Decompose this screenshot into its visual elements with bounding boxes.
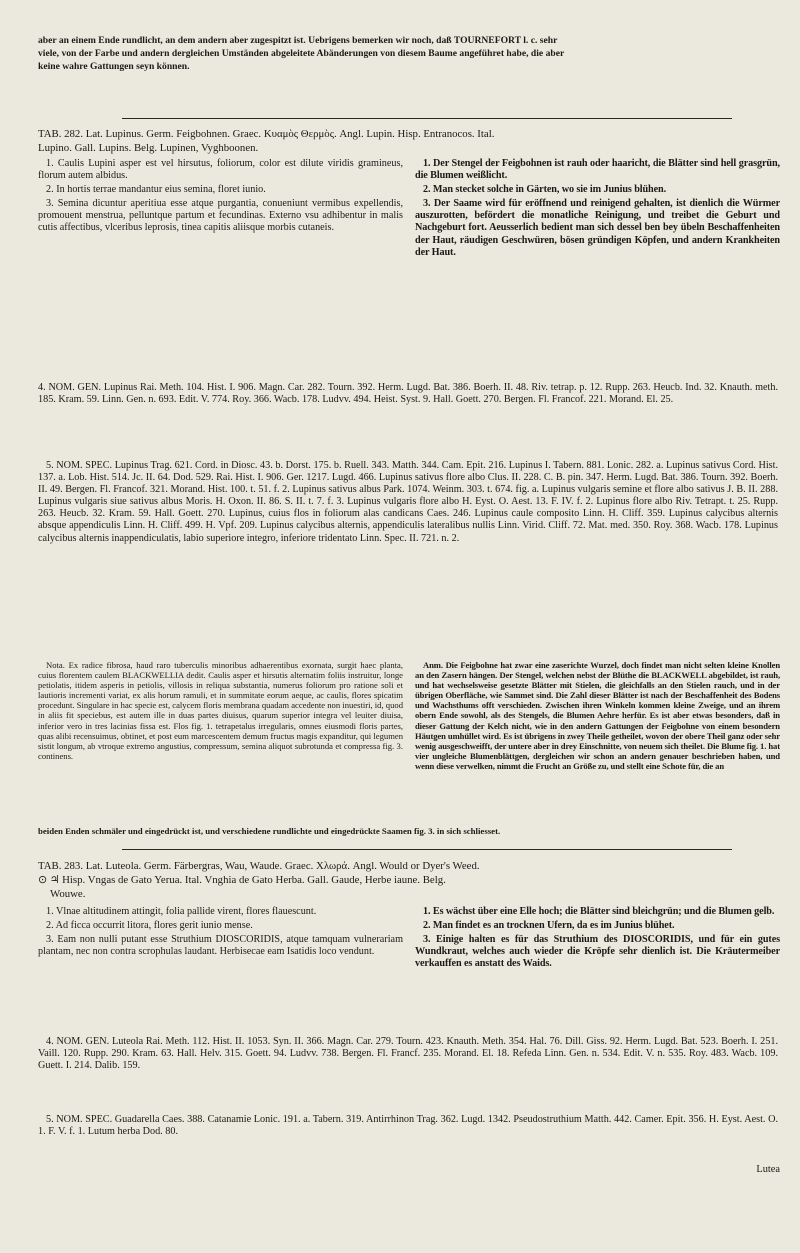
tab283-german-column xyxy=(415,906,780,1032)
tab282-latin-2: 2. In hortis terrae mandantur eius semina, floret iunio. xyxy=(46,184,266,196)
section-divider-2 xyxy=(122,849,732,850)
tab282-nom-gen: 4. NOM. GEN. Lupinus Rai. Meth. 104. Hist. I. 906. Magn. Car. 282. Tourn. 392. Herm. Lugd. Bat. 386. Boerh. II. 48. Riv. tetrap. p. 12. Rupp. 263. Heucb. Ind. 32. Knauth. meth. 185. Kram. 59. Linn. Gen. n. 693. Edit. V. 774. Roy. 366. Wacb. 178. Ludvv. 494. Heist. Syst. 9. Hall. Goett. 270. Bergen. Fl. Francof. 221. Morand. El. 25. xyxy=(38,382,778,406)
tab283-german-2: 2. Man findet es an trocknen Ufern, da es im Junius blühet. xyxy=(423,920,675,932)
tab282-nota-end: beiden Enden schmäler und eingedrückt ist, und verschiedene rundlichte und eingedrückte Saamen fig. 3. in sich schliesset. xyxy=(38,826,501,836)
tab282-latin-1: 1. Caulis Lupini asper est vel hirsutus, foliorum, color est dilute viridis gramineus, florum autem albidus. xyxy=(38,158,403,182)
intro-line-3: keine wahre Gattungen seyn können. xyxy=(38,61,190,72)
tab283-nom-spec: 5. NOM. SPEC. Guadarella Caes. 388. Catanamie Lonic. 191. a. Tabern. 319. Antirrhinon Trag. 362. Lugd. 1342. Pseudostruthium Matth. 442. Camer. Epit. 356. H. Eyst. Aest. O. 1. F. V. f. 1. Lutum herba Dod. 80. xyxy=(38,1114,778,1138)
tab282-german-column xyxy=(415,158,780,368)
intro-line-2: viele, von der Farbe und andern dergleichen Umständen abgeleitete Abänderungen von diesem Baume angeführet habe, die aber xyxy=(38,48,565,59)
tab283-german-1: 1. Es wächst über eine Elle hoch; die Blätter sind bleichgrün; und die Blumen gelb. xyxy=(423,906,775,917)
tab283-latin-2: 2. Ad ficca occurrit litora, flores gerit iunio mense. xyxy=(46,920,253,932)
tab283-latin-1: 1. Vlnae altitudinem attingit, folia pallide virent, flores flauescunt. xyxy=(46,906,317,917)
tab282-nom-spec: 5. NOM. SPEC. Lupinus Trag. 621. Cord. in Diosc. 43. b. Dorst. 175. b. Ruell. 343. Matth. 344. Cam. Epit. 216. Lupinus I. Tabern. 881. Lonic. 282. a. Lupinus sativus Cord. Hist. 137. a. Lob. Hist. 514. Jc. II. 64. Dod. 529. Rai. Hist. I. 906. Ger. 1217. Lugd. 466. Lupinus sativus flore albo Clus. II. 228. C. B. pin. 347. Herm. Lugd. Bat. 386. Tourn. 392. Boerh. II. 49. Bergen. Fl. Francof. 321. Morand. Hist. 100. t. 51. f. 2. Lupinus sativus albus Park. 1074. Weinm. 303. t. 674. fig. a. Lupinus vulgaris semine et flore albo sativus J. B. II. 288. Lupinus vulgaris siue sativus albus Moris. H. Oxon. II. 86. S. II. t. 7. f. 3. Lupinus vulgaris flore albo H. Eyst. O. Aest. 13. F. IV. f. 2. Lupinus flore albo Riv. Tetrapt. t. 25. Rupp. 263. Heucb. 32. Kram. 59. Hall. Goett. 270. Lupinus, cuius flos in foliorum alas candicans Caes. 246. Lupinus caule composito Linn. H. Cliff. 359. Lupinus calycibus alternis absque appendiculis Linn. H. Cliff. 499. H. Vpf. 209. Lupinus calycibus alternis, appendiculis lateralibus nullis Linn. Virid. Cliff. 72. Mat. med. 350. Roy. 368. Wacb. 178. Lupinus calycibus alternis inappendiculatis, labio superiore integro, inferiore tridentato Linn. Spec. II. 721. n. 2. xyxy=(38,460,778,544)
intro-line-1: aber an einem Ende rundlicht, an dem andern aber zugespitzt ist. Uebrigens bemerken wir noch, daß TOURNEFORT l. c. sehr xyxy=(38,35,558,46)
tab282-german-2: 2. Man stecket solche in Gärten, wo sie im Junius blühen. xyxy=(423,184,667,196)
tab283-latin-3: 3. Eam non nulli putant esse Struthium DIOSCORIDIS, atque tamquam vulnerariam plantam, nec non contra scrophulas laudant. Herbisecae eam Isatidis loco vendunt. xyxy=(38,934,403,958)
tab282-heading-line-2: Lupino. Gall. Lupins. Belg. Lupinen, Vyghboonen. xyxy=(38,142,259,154)
tab282-german-1: 1. Der Stengel der Feigbohnen ist rauh oder haaricht, die Blätter sind hell grasgrün, die Blumen weißlicht. xyxy=(415,158,780,182)
tab283-nom-gen: 4. NOM. GEN. Luteola Rai. Meth. 112. Hist. II. 1053. Syn. II. 366. Magn. Car. 279. Tourn. 423. Knauth. Meth. 354. Hal. 76. Dill. Giss. 92. Herm. Lugd. Bat. 523. Boerh. I. 251. Vaill. 120. Rupp. 290. Kram. 63. Hall. Helv. 315. Goett. 94. Ludvv. 738. Bergen. Fl. Francf. 235. Morand. El. 18. Refeda Linn. Gen. n. 534. Edit. V. n. 535. Roy. 483. Wacb. 109. Guett. I. 214. Dalib. 159. xyxy=(38,1036,778,1072)
catchword: Lutea xyxy=(756,1164,780,1175)
tab283-heading-line-1: TAB. 283. Lat. Luteola. Germ. Färbergras, Wau, Waude. Graec. Χλωρά. Angl. Would or Dyer's Weed. xyxy=(38,860,480,872)
tab282-nota-latin: Nota. Ex radice fibrosa, haud raro tuberculis minoribus adhaerentibus exornata, surgit haec planta, cuius florentem caulem BLACKWELLIA dedit. Caulis asper et hirsutis alternatim foliis instruitur, longe petiolatis, itidem asperis in petiolis, villosis in reliqua substantia, numerus foliorum pro ratione soli et lautioris incrementi variat, ex alis horum ramuli, et in summitate eorum aeque, ac caulis, flores spicatim procedunt. Singulare in hac specie est, calycem floris membrana quadam accedente non inuestiri, id, quod in aliis fit speciebus, est autem ille in duas partes diuisus, quarum superior integra vel leuiter diuisa, inferior vero in tres lacinias fissa est. Flos fig. 1. tetrapetalus irregularis, omnes eiusmodi floris partes, quas alibi recensuimus, obtinet, et post eum marcescentem demum fructus magis expanditur, qui legumen sistit longum, ab vtroque extremo angustius, compressum, semina aliquot subrotunda et compressa fig. 3. continens. xyxy=(38,660,403,761)
tab283-heading-line-3: Wouwe. xyxy=(50,888,86,900)
tab283-german-3: 3. Einige halten es für das Struthium des DIOSCORIDIS, und für ein gutes Wundkraut, welches auch wieder die Kröpfe sehr dienlich ist. Die Kräutermeiber verkauffen es anstatt des Waids. xyxy=(415,934,780,970)
tab282-latin-3: 3. Semina dicuntur aperitiua esse atque purgantia, conueniunt vermibus expellendis, promouent menstrua, pelluntque partum et fecundinas. Externo vsu adhibentur in malis cutis affectibus, vlceribus leprosis, tinea capitis aliisque morbis cutaneis. xyxy=(38,198,403,234)
tab283-latin-column xyxy=(38,906,403,1032)
section-divider-1 xyxy=(122,118,732,119)
tab282-german-3: 3. Der Saame wird für eröffnend und reinigend gehalten, ist dienlich die Würmer auszurotten, befördert die monatliche Reinigung, und treibet die Geburt und Nachgeburt fort. Aeusserlich bedient man sich dessel ben bey übeln Beschaffenheiten der Haut, räudigen Geschwüren, bösen gründigen Köpfen, und andern Krankheiten der Haut. xyxy=(415,198,780,258)
tab282-latin-column xyxy=(38,158,403,368)
tab282-nota-german: Anm. Die Feigbohne hat zwar eine zaserichte Wurzel, doch findet man nicht selten kleine Knollen an den Zasern hängen. Der Stengel, welchen nebst der Blüthe die BLACKWELL abgebildet, ist rauh, und hat wechselsweise gesetzte Blätter mit Stielen, die gleichfalls an den Stielen rauch, und in der übrigen Oberfläche, wie Sammet sind. Die Zahl dieser Blätter ist nach der Beschaffenheit des Bodens und Wachsthums offt verschieden. Zwischen ihren Winkeln kommen kleine Zweige, und an ihrem obern Ende sowohl, als des Stengels, die Blumen Aehre herfür. Es ist aber etwas besonders, daß in dieser Gattung der Kelch nicht, wie in den andern Gattungen der Feigbohne von einem besondern Häutgen umhüllet wird. Es ist übrigens in zwey Theile getheilet, wovon der obere Theil ganz oder sehr wenig ausgeschweifft, der untere aber in drey Einschnitte, von neuem sich theilet. Die Blume fig. 1. hat vier ungleiche Blumenblättgen, dergleichen wir schon an andern genauer beschrieben haben, und wenn diese verwelken, nimmt die Frucht an Größe zu, und stellt eine Schote für, die an xyxy=(415,660,780,771)
tab283-heading-line-2: ⊙ ♃ Hisp. Vngas de Gato Yerua. Ital. Vnghia de Gato Herba. Gall. Gaude, Herbe iaune. Belg. xyxy=(38,874,446,886)
tab282-heading-line-1: TAB. 282. Lat. Lupinus. Germ. Feigbohnen. Graec. Κυαμὸς Θερμὸς. Angl. Lupin. Hisp. Entranocos. Ital. xyxy=(38,128,495,140)
